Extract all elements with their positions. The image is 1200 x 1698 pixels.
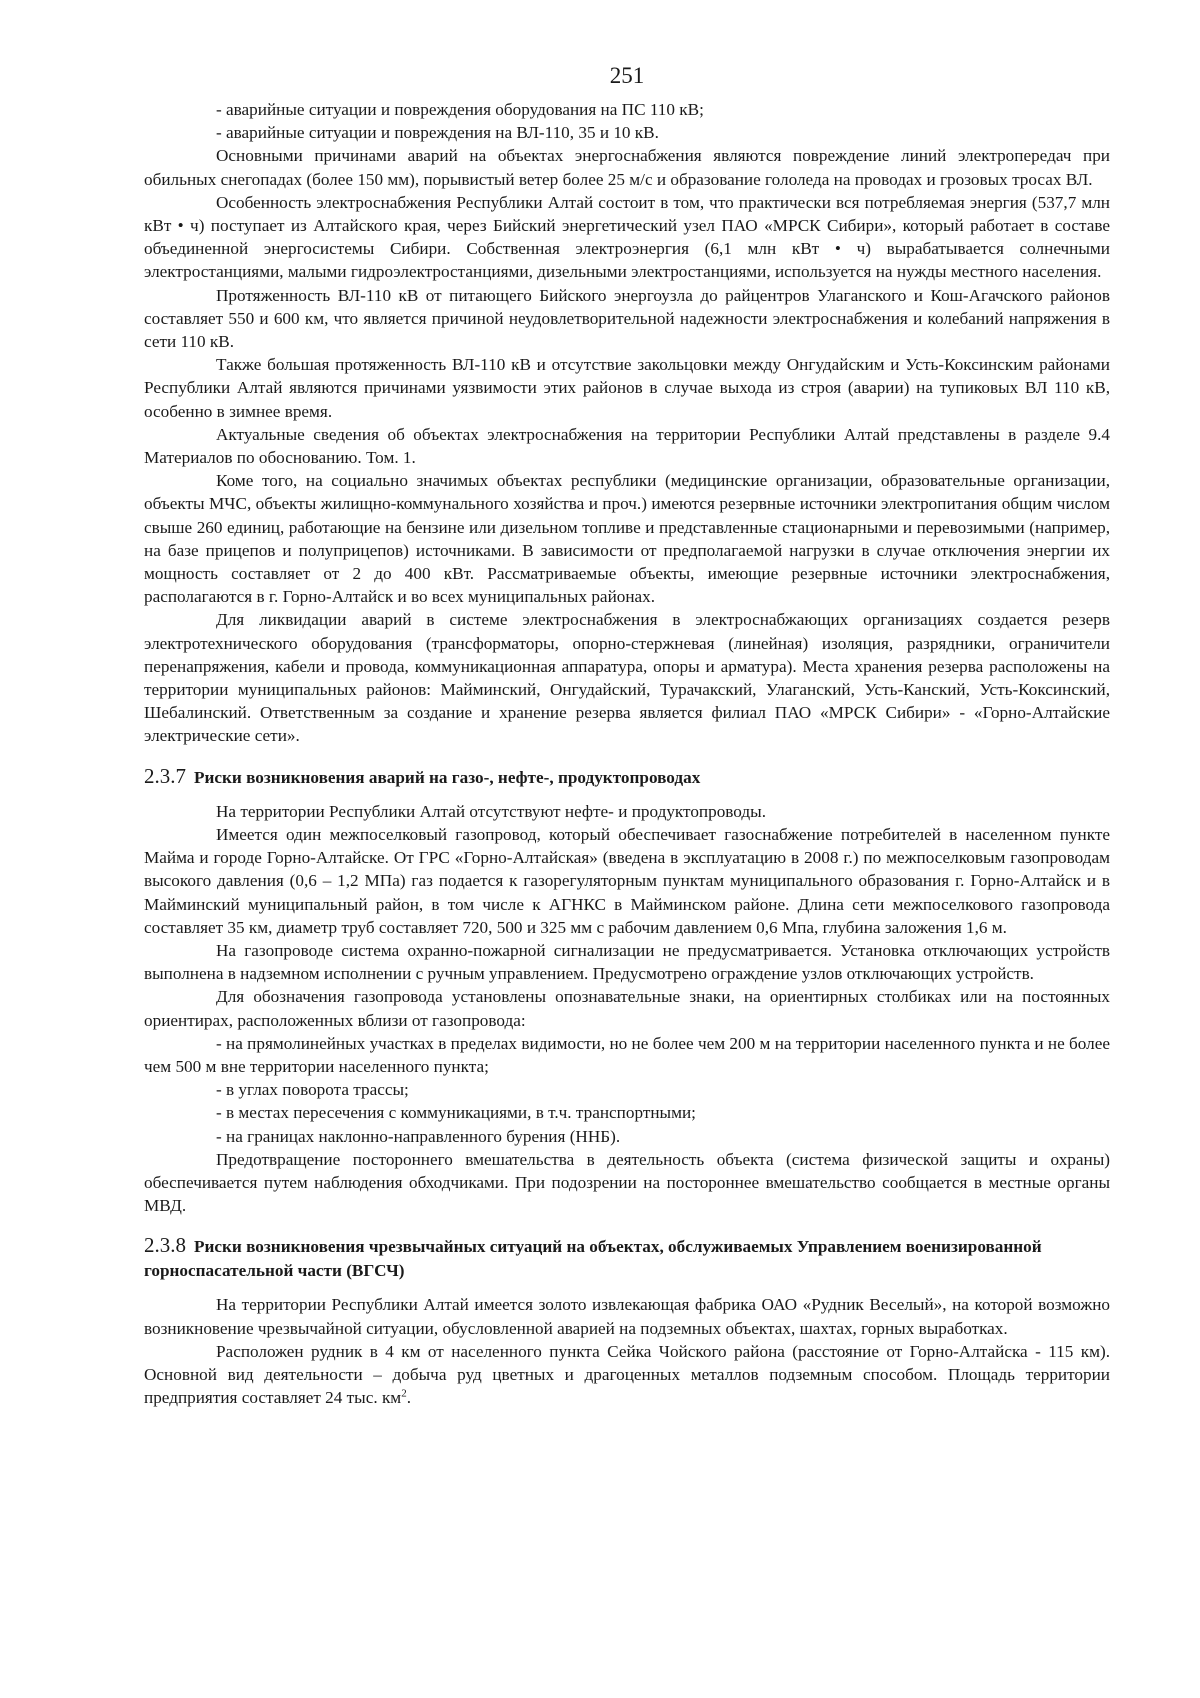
paragraph-end: . — [406, 1388, 411, 1408]
paragraph: Имеется один межпоселковый газопровод, который обеспечивает газоснабжение потребителей в населенном пункте Майма и городе Горно-Алтайске. От ГРС «Горно-Алтайская» (введена в эксплуатацию в 2008 г.) по межпоселковым газопроводам высокого давления (0,6 – 1,2 МПа) газ подается к газорегуляторным пунктам муниципального образования г. Горно-Алтайск и в Майминский муниципальный район, в том числе к АГНКС в Майминском районе. Длина сети межпоселкового газопровода составляет 35 км, диаметр труб составляет 720, 500 и 325 мм с рабочим давлением 0,6 Мпа, глубина заложения 1,6 м. — [144, 824, 1110, 937]
paragraph: Предотвращение постороннего вмешательства в деятельность объекта (система физической защиты и охраны) обеспечивается путем наблюдения обходчиками. При подозрении на постороннее вмешательство сообщается в местные органы МВД. — [144, 1149, 1110, 1216]
section-number: 2.3.7 — [144, 763, 186, 788]
paragraph: Для обозначения газопровода установлены опознавательные знаки, на ориентирных столбиках или на постоянных ориентирах, расположенных вблизи от газопровода: — [144, 987, 1110, 1030]
page-number: 251 — [609, 63, 645, 88]
paragraph: Коме того, на социально значимых объектах республики (медицинские организации, образовательные организации, объекты МЧС, объекты жилищно-коммунального хозяйства и проч.) имеются резервные источники электропитания общим числом свыше 260 единиц, работающие на бензине или дизельном топливе и представленные стационарными и перевозимыми (например, на базе прицепов и полуприцепов) источниками. В зависимости от предполагаемой нагрузки в случае отключения энергии их мощность составляет от 2 до 400 кВт. Рассматриваемые объекты, имеющие резервные источники электроснабжения, располагаются в г. Горно-Алтайск и во всех муниципальных районах. — [144, 471, 1110, 607]
section-heading-2-3-7 — [144, 765, 1110, 790]
paragraph: Основными причинами аварий на объектах энергоснабжения являются повреждение линий электропередач при обильных снегопадах (более 150 мм), порывистый ветер более 25 м/с и образование гололеда на проводах и грозовых тросах ВЛ. — [144, 146, 1110, 189]
paragraph: Также большая протяженность ВЛ-110 кВ и отсутствие закольцовки между Онгудайским и Усть-Коксинским районами Республики Алтай являются причинами уязвимости этих районов в случае выхода из строя (аварии) на тупиковых ВЛ 110 кВ, особенно в зимнее время. — [144, 355, 1110, 421]
section-number: 2.3.8 — [144, 1233, 186, 1258]
paragraph-text: Расположен рудник в 4 км от населенного пункта Сейка Чойского района (расстояние от Горно-Алтайска - 115 км). Основной вид деятельности – добыча руд цветных и драгоценных металлов подземным способом. Площадь территории предприятия составляет 24 тыс. км — [144, 1341, 1110, 1408]
document-page — [144, 62, 1110, 1409]
section-title: Риски возникновения чрезвычайных ситуаций на объектах, обслуживаемых Управлением военизированной горноспасательной части (ВГСЧ) — [144, 1237, 1042, 1281]
paragraph: На газопроводе система охранно-пожарной сигнализации не предусматривается. Установка отключающих устройств выполнена в надземном исполнении с ручным управлением. Предусмотрено ограждение узлов отключающих устройств. — [144, 940, 1110, 984]
list-item: - в местах пересечения с коммуникациями, в т.ч. транспортными; — [216, 1103, 696, 1123]
section-heading-2-3-8 — [144, 1234, 1110, 1283]
list-item: - в углах поворота трассы; — [216, 1080, 409, 1100]
superscript: 2 — [401, 1387, 407, 1400]
section-title: Риски возникновения аварий на газо-, нефте-, продуктопроводах — [194, 767, 701, 787]
paragraph: На территории Республики Алтай отсутствуют нефте- и продуктопроводы. — [216, 801, 766, 821]
paragraph: - аварийные ситуации и повреждения оборудования на ПС 110 кВ; — [216, 100, 704, 119]
paragraph — [144, 1340, 1110, 1410]
paragraph: Для ликвидации аварий в системе электроснабжения в электроснабжающих организациях создается резерв электротехнического оборудования (трансформаторы, опорно-стержневая (линейная) изоляция, разрядники, ограничители перенапряжения, кабели и провода, коммуникационная аппаратура, опоры и арматура). Места хранения резерва расположены на территории муниципальных районов: Майминский, Онгудайский, Турачакский, Улаганский, Усть-Канский, Усть-Коксинский, Шебалинский. Ответственным за создание и хранение резерва является филиал ПАО «МРСК Сибири» - «Горно-Алтайские электрические сети». — [144, 610, 1110, 746]
paragraph: - аварийные ситуации и повреждения на ВЛ-110, 35 и 10 кВ. — [216, 123, 659, 143]
paragraph: Особенность электроснабжения Республики Алтай состоит в том, что практически вся потребляемая энергия (537,7 млн кВт • ч) поступает из Алтайского края, через Бийский энергетический узел ПАО «МРСК Сибири», который работает в составе объединенной энергосистемы Сибири. Собственная электроэнергия (6,1 млн кВт • ч) вырабатывается солнечными электростанциями, малыми гидроэлектростанциями, дизельными электростанциями, используется на нужды местного населения. — [144, 192, 1110, 282]
list-item: - на прямолинейных участках в пределах видимости, но не более чем 200 м на территории населенного пункта и не более чем 500 м вне территории населенного пункта; — [144, 1033, 1110, 1076]
paragraph: Протяженность ВЛ-110 кВ от питающего Бийского энергоузла до райцентров Улаганского и Кош-Агачского районов составляет 550 и 600 км, что является причиной неудовлетворительной надежности электроснабжения и колебаний напряжения в сети 110 кВ. — [144, 285, 1110, 352]
paragraph: Актуальные сведения об объектах электроснабжения на территории Республики Алтай представлены в разделе 9.4 Материалов по обоснованию. Том. 1. — [144, 424, 1110, 468]
list-item: - на границах наклонно-направленного бурения (ННБ). — [216, 1126, 621, 1146]
paragraph: На территории Республики Алтай имеется золото извлекающая фабрика ОАО «Рудник Веселый», на которой возможно возникновение чрезвычайной ситуации, обусловленной аварией на подземных объектах, шахтах, горных выработках. — [144, 1295, 1110, 1338]
